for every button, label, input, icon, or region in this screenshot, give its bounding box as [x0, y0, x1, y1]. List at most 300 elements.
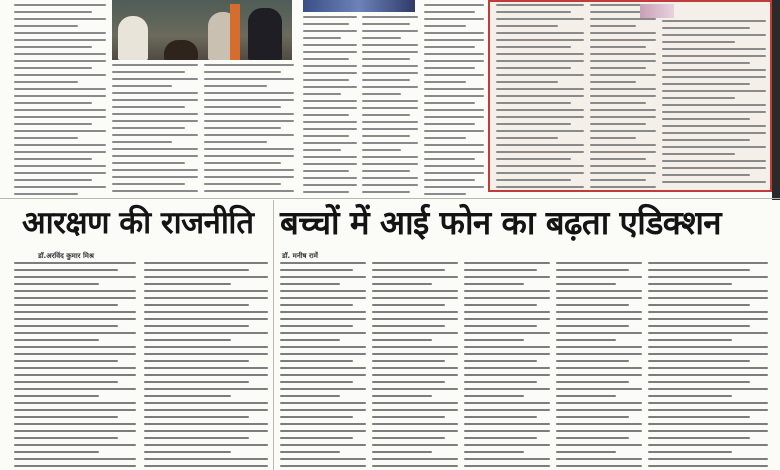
text-line	[144, 360, 249, 362]
text-line	[362, 135, 410, 137]
text-line	[496, 123, 571, 125]
text-line	[303, 177, 357, 179]
text-line	[144, 325, 249, 327]
text-line	[556, 381, 629, 383]
column-text	[464, 262, 550, 467]
body-column-right-4	[556, 262, 642, 470]
text-line	[112, 148, 198, 150]
text-line	[648, 451, 732, 453]
text-line	[280, 297, 366, 299]
text-line	[556, 465, 642, 467]
text-line	[556, 325, 629, 327]
text-line	[14, 395, 99, 397]
text-line	[112, 176, 198, 178]
text-line	[648, 297, 768, 299]
text-line	[280, 332, 366, 334]
text-line	[14, 46, 92, 48]
text-line	[648, 388, 768, 390]
text-line	[144, 409, 268, 411]
text-line	[662, 90, 766, 92]
text-line	[303, 100, 357, 102]
text-line	[424, 18, 484, 20]
text-line	[362, 184, 418, 186]
text-line	[303, 135, 349, 137]
text-line	[303, 163, 357, 165]
text-line	[14, 262, 136, 264]
text-line	[590, 81, 636, 83]
text-line	[648, 290, 768, 292]
text-line	[144, 374, 268, 376]
text-line	[303, 107, 357, 109]
column-text	[590, 4, 656, 190]
text-line	[14, 353, 136, 355]
text-line	[14, 360, 118, 362]
text-line	[14, 102, 92, 104]
body-column-right-1	[280, 262, 366, 470]
text-line	[372, 283, 432, 285]
text-line	[496, 39, 584, 41]
text-line	[112, 99, 198, 101]
text-line	[424, 95, 484, 97]
text-line	[662, 139, 750, 141]
text-line	[424, 179, 475, 181]
text-line	[144, 339, 231, 341]
text-column-6	[424, 0, 484, 200]
text-line	[464, 402, 550, 404]
text-line	[280, 402, 366, 404]
text-line	[662, 160, 766, 162]
text-line	[14, 137, 78, 139]
text-line	[112, 120, 198, 122]
text-line	[372, 269, 445, 271]
text-line	[144, 388, 268, 390]
text-line	[14, 60, 106, 62]
text-line	[424, 158, 475, 160]
text-line	[556, 388, 642, 390]
text-line	[496, 67, 571, 69]
text-line	[144, 444, 268, 446]
text-line	[662, 83, 750, 85]
text-line	[464, 318, 550, 320]
person-figure	[248, 8, 282, 60]
text-line	[662, 76, 766, 78]
text-line	[648, 409, 768, 411]
text-line	[144, 304, 249, 306]
text-line	[112, 113, 198, 115]
text-line	[424, 151, 484, 153]
text-line	[496, 25, 558, 27]
text-line	[648, 346, 768, 348]
column-text	[144, 262, 268, 467]
section-divider	[0, 198, 780, 199]
text-line	[372, 416, 445, 418]
text-line	[648, 416, 750, 418]
text-line	[464, 388, 550, 390]
text-line	[424, 11, 475, 13]
text-line	[280, 458, 366, 460]
text-line	[464, 353, 550, 355]
text-line	[362, 128, 418, 130]
text-line	[14, 304, 118, 306]
text-line	[590, 67, 646, 69]
text-line	[648, 367, 768, 369]
text-line	[556, 367, 642, 369]
text-line	[372, 374, 458, 376]
text-line	[424, 123, 475, 125]
column-rule	[273, 200, 274, 470]
text-line	[14, 179, 92, 181]
text-line	[14, 465, 136, 467]
byline-left: डॉ.अरविंद कुमार मिश्र	[38, 252, 94, 260]
text-line	[14, 416, 118, 418]
text-line	[496, 172, 584, 174]
text-line	[424, 81, 466, 83]
text-line	[14, 430, 136, 432]
text-line	[144, 346, 268, 348]
text-line	[14, 325, 118, 327]
text-line	[464, 276, 550, 278]
text-line	[14, 172, 106, 174]
text-line	[464, 332, 550, 334]
text-line	[14, 311, 136, 313]
text-line	[280, 318, 366, 320]
text-line	[424, 25, 466, 27]
text-line	[280, 262, 366, 264]
text-line	[556, 353, 642, 355]
text-line	[14, 11, 92, 13]
column-text	[662, 20, 766, 188]
text-line	[112, 64, 198, 66]
text-line	[362, 142, 418, 144]
text-line	[14, 332, 136, 334]
text-line	[144, 262, 268, 264]
boxed-text-column	[590, 4, 656, 190]
text-line	[556, 409, 642, 411]
text-line	[464, 325, 537, 327]
text-line	[362, 149, 401, 151]
text-line	[372, 465, 458, 467]
text-line	[144, 430, 268, 432]
text-line	[112, 190, 198, 192]
text-line	[662, 111, 766, 113]
text-line	[590, 179, 646, 181]
text-line	[144, 465, 268, 467]
text-line	[424, 74, 484, 76]
text-line	[14, 458, 136, 460]
text-line	[590, 109, 656, 111]
text-line	[14, 318, 136, 320]
text-line	[14, 18, 106, 20]
text-line	[464, 311, 550, 313]
text-line	[662, 125, 766, 127]
text-line	[556, 395, 616, 397]
text-line	[14, 269, 118, 271]
text-line	[303, 65, 357, 67]
text-line	[496, 144, 584, 146]
text-line	[372, 360, 445, 362]
text-line	[14, 116, 106, 118]
column-text	[648, 262, 768, 467]
text-line	[362, 37, 401, 39]
text-line	[372, 444, 458, 446]
column-text	[362, 16, 418, 198]
text-line	[424, 130, 484, 132]
text-line	[648, 353, 768, 355]
text-line	[280, 444, 366, 446]
top-article-strip	[0, 0, 780, 200]
text-line	[14, 193, 78, 195]
text-line	[112, 78, 198, 80]
text-line	[144, 402, 268, 404]
column-text	[496, 4, 584, 190]
text-line	[303, 51, 357, 53]
text-line	[424, 67, 475, 69]
text-line	[662, 167, 766, 169]
text-line	[372, 276, 458, 278]
text-line	[662, 174, 750, 176]
person-figure	[164, 40, 198, 60]
text-line	[14, 367, 136, 369]
text-line	[496, 46, 571, 48]
text-line	[464, 262, 550, 264]
text-line	[204, 127, 281, 129]
text-line	[362, 191, 410, 193]
text-line	[303, 191, 349, 193]
text-line	[556, 283, 616, 285]
text-line	[556, 332, 642, 334]
text-line	[590, 151, 656, 153]
text-line	[204, 120, 294, 122]
text-line	[372, 339, 432, 341]
text-line	[372, 346, 458, 348]
text-line	[14, 25, 78, 27]
column-text	[280, 262, 366, 467]
text-line	[144, 451, 231, 453]
text-line	[464, 409, 550, 411]
text-line	[280, 283, 340, 285]
text-line	[14, 381, 118, 383]
text-line	[662, 97, 735, 99]
text-line	[464, 367, 550, 369]
text-line	[280, 346, 366, 348]
text-line	[648, 430, 768, 432]
text-line	[424, 186, 484, 188]
text-line	[662, 104, 766, 106]
text-line	[362, 44, 418, 46]
text-line	[590, 18, 656, 20]
text-line	[424, 88, 484, 90]
text-line	[662, 132, 766, 134]
text-line	[496, 165, 584, 167]
text-line	[556, 458, 642, 460]
text-line	[362, 23, 410, 25]
text-line	[662, 41, 735, 43]
text-line	[144, 311, 268, 313]
text-line	[496, 158, 571, 160]
text-line	[464, 416, 537, 418]
text-line	[556, 374, 642, 376]
text-line	[372, 402, 458, 404]
text-line	[556, 346, 642, 348]
text-line	[648, 360, 750, 362]
text-line	[496, 179, 571, 181]
text-line	[204, 141, 267, 143]
text-line	[556, 269, 629, 271]
text-line	[303, 44, 357, 46]
text-line	[662, 20, 766, 22]
text-line	[556, 290, 642, 292]
text-line	[204, 92, 294, 94]
text-line	[662, 34, 766, 36]
text-line	[144, 458, 268, 460]
text-line	[280, 325, 353, 327]
text-line	[372, 318, 458, 320]
text-line	[303, 93, 341, 95]
text-line	[590, 137, 636, 139]
byline-right: डॉ. मनीष रामें	[282, 252, 318, 260]
text-line	[372, 388, 458, 390]
text-line	[648, 325, 750, 327]
text-line	[14, 444, 136, 446]
meeting-photo	[112, 0, 292, 60]
text-line	[464, 444, 550, 446]
text-line	[112, 92, 198, 94]
text-line	[496, 116, 584, 118]
text-line	[464, 297, 550, 299]
text-line	[14, 88, 106, 90]
text-line	[648, 465, 768, 467]
text-line	[662, 118, 750, 120]
text-line	[14, 297, 136, 299]
text-line	[14, 144, 106, 146]
text-line	[496, 60, 584, 62]
text-line	[14, 39, 106, 41]
text-line	[204, 148, 294, 150]
text-line	[648, 423, 768, 425]
text-line	[496, 137, 558, 139]
text-line	[14, 346, 136, 348]
text-line	[648, 332, 768, 334]
text-line	[464, 290, 550, 292]
text-line	[590, 39, 656, 41]
text-line	[14, 158, 92, 160]
text-line	[372, 381, 445, 383]
text-line	[144, 423, 268, 425]
text-line	[590, 165, 656, 167]
text-line	[280, 416, 353, 418]
text-line	[372, 458, 458, 460]
text-line	[362, 121, 418, 123]
text-line	[464, 360, 537, 362]
text-line	[424, 4, 484, 6]
text-line	[204, 78, 294, 80]
text-line	[424, 60, 484, 62]
text-line	[14, 423, 136, 425]
text-column-1	[14, 0, 106, 200]
text-line	[648, 339, 732, 341]
text-line	[362, 163, 418, 165]
text-line	[14, 4, 106, 6]
text-line	[144, 381, 249, 383]
text-line	[303, 156, 357, 158]
text-line	[303, 142, 357, 144]
text-line	[204, 183, 281, 185]
text-line	[14, 130, 106, 132]
text-line	[280, 374, 366, 376]
text-line	[204, 113, 294, 115]
text-line	[590, 46, 646, 48]
text-line	[496, 81, 558, 83]
text-line	[372, 297, 458, 299]
text-line	[590, 95, 656, 97]
text-line	[590, 102, 646, 104]
text-line	[14, 374, 136, 376]
text-line	[372, 311, 458, 313]
text-line	[556, 311, 642, 313]
text-line	[112, 127, 185, 129]
text-line	[648, 262, 768, 264]
text-line	[362, 30, 418, 32]
text-line	[590, 11, 646, 13]
text-line	[112, 183, 185, 185]
text-line	[144, 290, 268, 292]
text-column-3	[204, 64, 294, 200]
text-line	[464, 374, 550, 376]
text-line	[464, 381, 537, 383]
text-line	[303, 128, 357, 130]
text-line	[144, 416, 249, 418]
text-line	[303, 170, 349, 172]
text-line	[362, 170, 410, 172]
text-line	[280, 311, 366, 313]
text-line	[204, 134, 294, 136]
boxed-text-column	[662, 20, 766, 190]
text-line	[362, 177, 418, 179]
text-line	[590, 32, 656, 34]
column-text	[14, 262, 136, 467]
text-line	[556, 339, 616, 341]
text-line	[662, 153, 735, 155]
text-line	[280, 381, 353, 383]
pink-photo	[640, 4, 674, 18]
text-line	[372, 262, 458, 264]
text-line	[204, 190, 294, 192]
text-line	[14, 32, 106, 34]
text-line	[648, 304, 750, 306]
text-line	[648, 395, 732, 397]
text-line	[424, 39, 484, 41]
text-line	[464, 458, 550, 460]
text-line	[372, 409, 458, 411]
column-text	[556, 262, 642, 467]
text-line	[590, 186, 656, 188]
text-line	[590, 144, 656, 146]
page-edge	[772, 0, 780, 200]
body-column-right-3	[464, 262, 550, 470]
text-line	[590, 172, 656, 174]
text-line	[14, 151, 106, 153]
text-line	[590, 158, 646, 160]
text-line	[362, 51, 418, 53]
text-line	[112, 85, 172, 87]
text-line	[648, 381, 750, 383]
text-line	[496, 32, 584, 34]
text-line	[280, 353, 366, 355]
text-line	[204, 169, 294, 171]
text-line	[303, 184, 357, 186]
text-line	[424, 32, 484, 34]
text-line	[464, 339, 524, 341]
